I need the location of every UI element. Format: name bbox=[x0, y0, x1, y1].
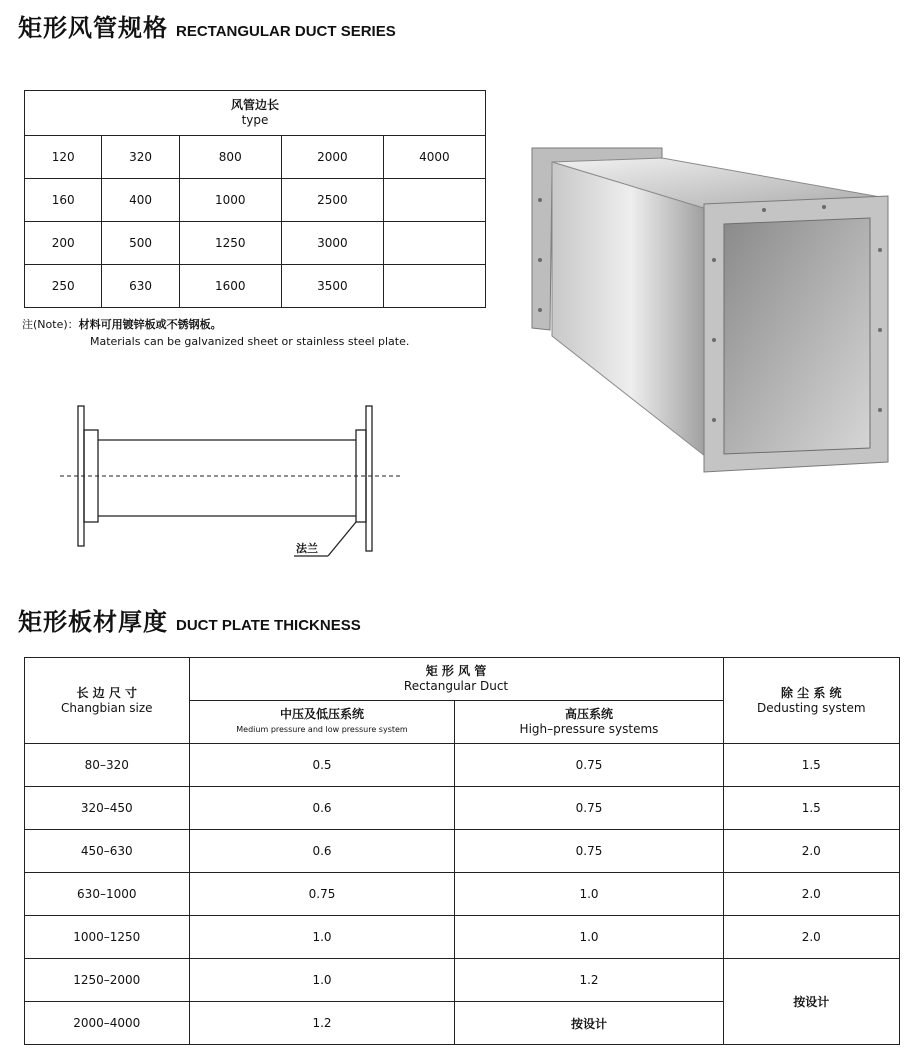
table-cell: 2000 bbox=[281, 136, 383, 179]
medium-cell: 0.5 bbox=[189, 744, 455, 787]
table-header-row bbox=[25, 658, 900, 701]
medium-pressure-header bbox=[189, 701, 455, 744]
dedust-header-zh: 除 尘 系 统 bbox=[780, 685, 842, 700]
table-row bbox=[25, 744, 900, 787]
table-cell: 400 bbox=[102, 179, 179, 222]
series-title-zh: 矩形风管规格 bbox=[18, 14, 168, 42]
medium-header-en: Medium pressure and low pressure system bbox=[236, 725, 408, 734]
medium-cell: 0.75 bbox=[189, 873, 455, 916]
dedust-cell: 1.5 bbox=[723, 744, 900, 787]
series-header-zh: 风管边长 bbox=[230, 98, 279, 112]
high-header-en: High–pressure systems bbox=[519, 722, 659, 736]
series-table-header-row bbox=[25, 91, 486, 136]
high-cell: 按设计 bbox=[455, 1002, 723, 1045]
size-cell: 1250–2000 bbox=[25, 959, 190, 1002]
size-header bbox=[25, 658, 190, 744]
table-cell: 2500 bbox=[281, 179, 383, 222]
table-cell: 3500 bbox=[281, 265, 383, 308]
duct-flange-drawing bbox=[56, 398, 406, 568]
thickness-heading bbox=[18, 602, 361, 637]
table-row bbox=[25, 265, 486, 308]
high-cell: 0.75 bbox=[455, 744, 723, 787]
table-cell: 200 bbox=[25, 222, 102, 265]
table-cell: 1250 bbox=[179, 222, 281, 265]
size-header-zh: 长 边 尺 寸 bbox=[76, 685, 138, 700]
dedust-cell: 2.0 bbox=[723, 916, 900, 959]
table-cell: 160 bbox=[25, 179, 102, 222]
table-cell: 3000 bbox=[281, 222, 383, 265]
thickness-title-zh: 矩形板材厚度 bbox=[18, 608, 168, 636]
high-cell: 0.75 bbox=[455, 830, 723, 873]
medium-cell: 1.2 bbox=[189, 1002, 455, 1045]
flange-label: 法兰 bbox=[296, 542, 318, 555]
table-row bbox=[25, 136, 486, 179]
table-row bbox=[25, 916, 900, 959]
dedust-cell: 按设计 bbox=[723, 959, 900, 1045]
rect-header-zh: 矩 形 风 管 bbox=[425, 664, 487, 678]
duct-series-table bbox=[24, 90, 486, 308]
material-note bbox=[22, 316, 409, 350]
high-header-zh: 高压系统 bbox=[564, 707, 613, 721]
table-cell: 320 bbox=[102, 136, 179, 179]
note-zh: 材料可用镀锌板或不锈钢板。 bbox=[78, 318, 222, 331]
table-cell: 630 bbox=[102, 265, 179, 308]
size-cell: 80–320 bbox=[25, 744, 190, 787]
medium-cell: 1.0 bbox=[189, 916, 455, 959]
table-cell: 250 bbox=[25, 265, 102, 308]
size-header-en: Changbian size bbox=[60, 700, 153, 715]
table-cell: 1000 bbox=[179, 179, 281, 222]
series-title-en: RECTANGULAR DUCT SERIES bbox=[176, 23, 396, 40]
plate-thickness-table bbox=[24, 657, 900, 1045]
table-row bbox=[25, 959, 900, 1002]
table-cell bbox=[383, 179, 485, 222]
rect-duct-header bbox=[189, 658, 723, 701]
size-cell: 2000–4000 bbox=[25, 1002, 190, 1045]
thickness-title-en: DUCT PLATE THICKNESS bbox=[176, 617, 361, 634]
duct-product-image bbox=[524, 140, 894, 480]
dedust-cell: 2.0 bbox=[723, 873, 900, 916]
table-cell bbox=[383, 265, 485, 308]
high-cell: 0.75 bbox=[455, 787, 723, 830]
table-cell: 500 bbox=[102, 222, 179, 265]
table-cell: 1600 bbox=[179, 265, 281, 308]
table-cell: 800 bbox=[179, 136, 281, 179]
rect-header-en: Rectangular Duct bbox=[403, 679, 509, 693]
right-flange-plate bbox=[366, 406, 372, 551]
size-cell: 450–630 bbox=[25, 830, 190, 873]
dedust-header-en: Dedusting system bbox=[756, 700, 866, 715]
high-cell: 1.0 bbox=[455, 916, 723, 959]
medium-header-zh: 中压及低压系统 bbox=[280, 707, 365, 721]
medium-cell: 0.6 bbox=[189, 830, 455, 873]
note-en: Materials can be galvanized sheet or stainless steel plate. bbox=[90, 335, 410, 348]
series-header-en: type bbox=[241, 113, 269, 127]
table-row bbox=[25, 873, 900, 916]
dedust-header bbox=[723, 658, 900, 744]
size-cell: 630–1000 bbox=[25, 873, 190, 916]
high-cell: 1.0 bbox=[455, 873, 723, 916]
table-row bbox=[25, 179, 486, 222]
series-table-header bbox=[25, 91, 486, 136]
high-cell: 1.2 bbox=[455, 959, 723, 1002]
dedust-cell: 1.5 bbox=[723, 787, 900, 830]
dedust-cell: 2.0 bbox=[723, 830, 900, 873]
high-pressure-header bbox=[455, 701, 723, 744]
table-cell: 4000 bbox=[383, 136, 485, 179]
medium-cell: 0.6 bbox=[189, 787, 455, 830]
table-cell: 120 bbox=[25, 136, 102, 179]
table-row bbox=[25, 222, 486, 265]
table-row bbox=[25, 830, 900, 873]
size-cell: 320–450 bbox=[25, 787, 190, 830]
table-row bbox=[25, 787, 900, 830]
note-label: 注(Note)： bbox=[22, 318, 79, 331]
medium-cell: 1.0 bbox=[189, 959, 455, 1002]
series-heading bbox=[18, 8, 396, 43]
table-cell bbox=[383, 222, 485, 265]
size-cell: 1000–1250 bbox=[25, 916, 190, 959]
